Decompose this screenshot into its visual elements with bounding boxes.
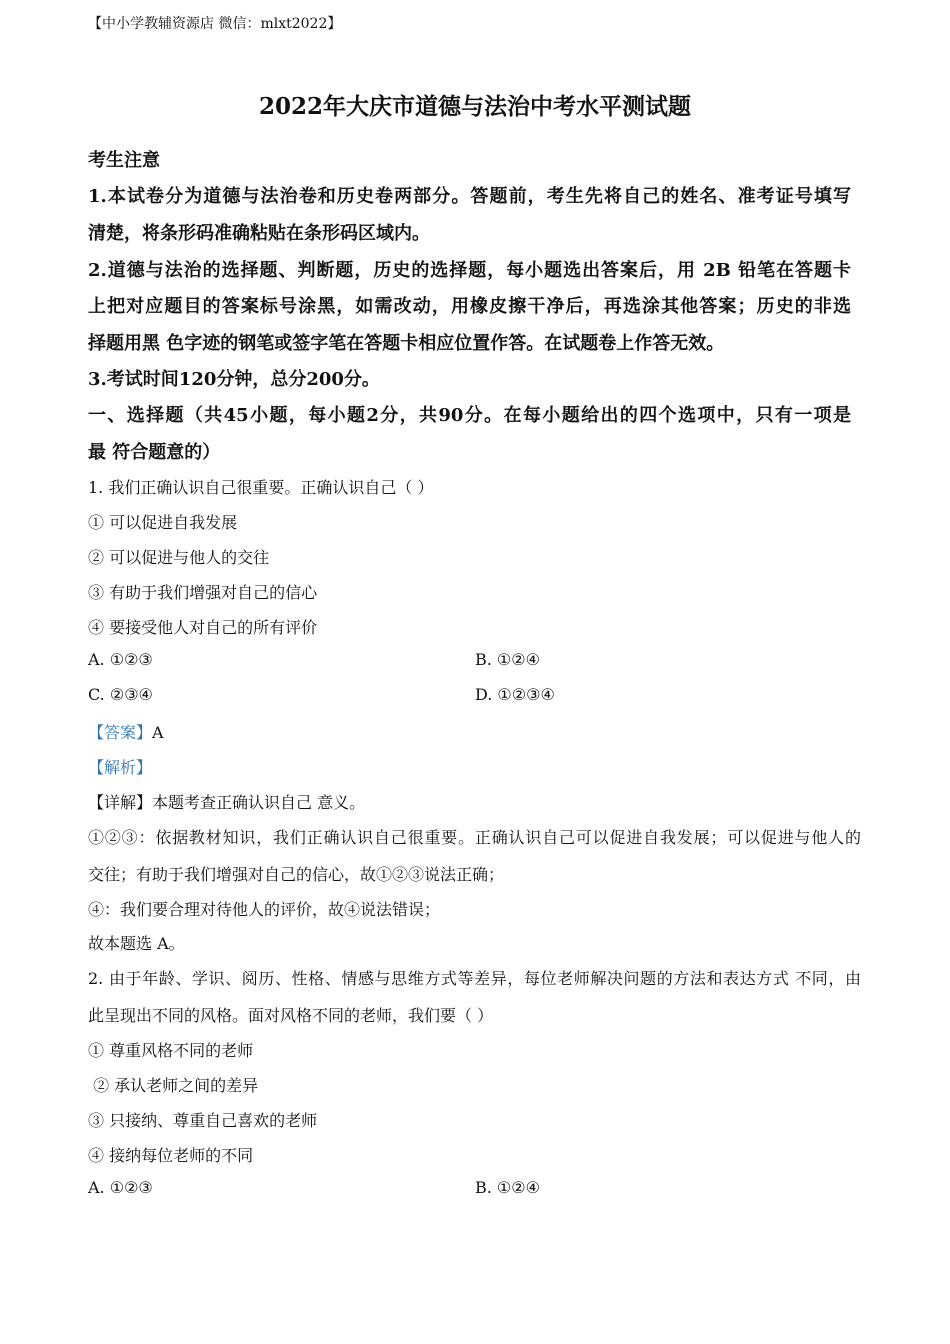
header-note: 【中小学教辅资源店 微信：mlxt2022】	[88, 16, 342, 32]
notice-item-1-line-2: 清楚，将条形码准确粘贴在条形码区域内。	[88, 223, 430, 244]
answer-tag: 【答案】	[88, 723, 153, 742]
q2-choice-b: B. ①②④	[475, 1178, 540, 1197]
q2-statement-1: ① 尊重风格不同的老师	[88, 1041, 254, 1060]
q2-statement-2: ② 承认老师之间的差异	[88, 1076, 259, 1095]
q1-choice-b: B. ①②④	[475, 650, 540, 669]
section-heading-line-2: 最 符合题意的）	[88, 442, 221, 463]
q2-stem-line-1: 2. 由于年龄、学识、阅历、性格、情感与思维方式等差异，每位老师解决问题的方法和表达方式 不同，由	[88, 969, 861, 988]
answer-value: A	[152, 723, 164, 742]
section-heading-line-1: 一、选择题（共45小题，每小题2分，共90分。在每小题给出的四个选项中，只有一项是	[88, 405, 851, 426]
q2-stem-line-2: 此呈现出不同的风格。面对风格不同的老师，我们要（ ）	[88, 1006, 494, 1025]
q1-statement-2: ② 可以促进与他人的交往	[88, 548, 270, 567]
page-title: 2022年大庆市道德与法治中考水平测试题	[258, 93, 691, 120]
q1-choice-c: C. ②③④	[88, 685, 153, 704]
q1-explanation-2: ④：我们要合理对待他人的评价，故④说法错误；	[88, 900, 441, 919]
q1-explanation-1-line-2: 交往；有助于我们增强对自己的信心，故①②③说法正确；	[88, 865, 505, 884]
analysis-tag: 【解析】	[88, 758, 153, 777]
q1-conclusion: 故本题选 A。	[88, 934, 185, 953]
q1-stem: 1. 我们正确认识自己很重要。正确认识自己（ ）	[88, 478, 434, 497]
q2-statement-4: ④ 接纳每位老师的不同	[88, 1146, 254, 1165]
q1-statement-4: ④ 要接受他人对自己的所有评价	[88, 618, 318, 637]
notice-item-2-line-1: 2.道德与法治的选择题、判断题，历史的选择题，每小题选出答案后，用 2B 铅笔在答题卡	[88, 260, 851, 281]
q1-choice-a: A. ①②③	[88, 650, 153, 669]
q1-explanation-1-line-1: ①②③：依据教材知识，我们正确认识自己很重要。正确认识自己可以促进自我发展；可以促进与他人的	[88, 828, 861, 847]
detail-text: 本题考查正确认识自己 意义。	[152, 793, 366, 812]
q1-answer	[88, 720, 164, 743]
notice-heading: 考生注意	[88, 150, 160, 171]
q1-choice-d: D. ①②③④	[475, 685, 555, 704]
detail-tag: 【详解】	[88, 793, 153, 812]
q1-statement-1: ① 可以促进自我发展	[88, 513, 238, 532]
notice-item-3: 3.考试时间120分钟，总分200分。	[88, 369, 380, 390]
notice-item-2-line-2: 上把对应题目的答案标号涂黑，如需改动，用橡皮擦干净后，再选涂其他答案；历史的非选	[88, 296, 851, 317]
notice-item-2-line-3: 择题用黑 色字迹的钢笔或签字笔在答题卡相应位置作答。在试题卷上作答无效。	[88, 333, 725, 354]
q2-choice-a: A. ①②③	[88, 1178, 153, 1197]
notice-item-1-line-1: 1.本试卷分为道德与法治卷和历史卷两部分。答题前，考生先将自己的姓名、准考证号填写	[88, 186, 851, 207]
q2-statement-3: ③ 只接纳、尊重自己喜欢的老师	[88, 1111, 318, 1130]
q1-statement-3: ③ 有助于我们增强对自己的信心	[88, 583, 318, 602]
q1-detail	[88, 790, 365, 813]
